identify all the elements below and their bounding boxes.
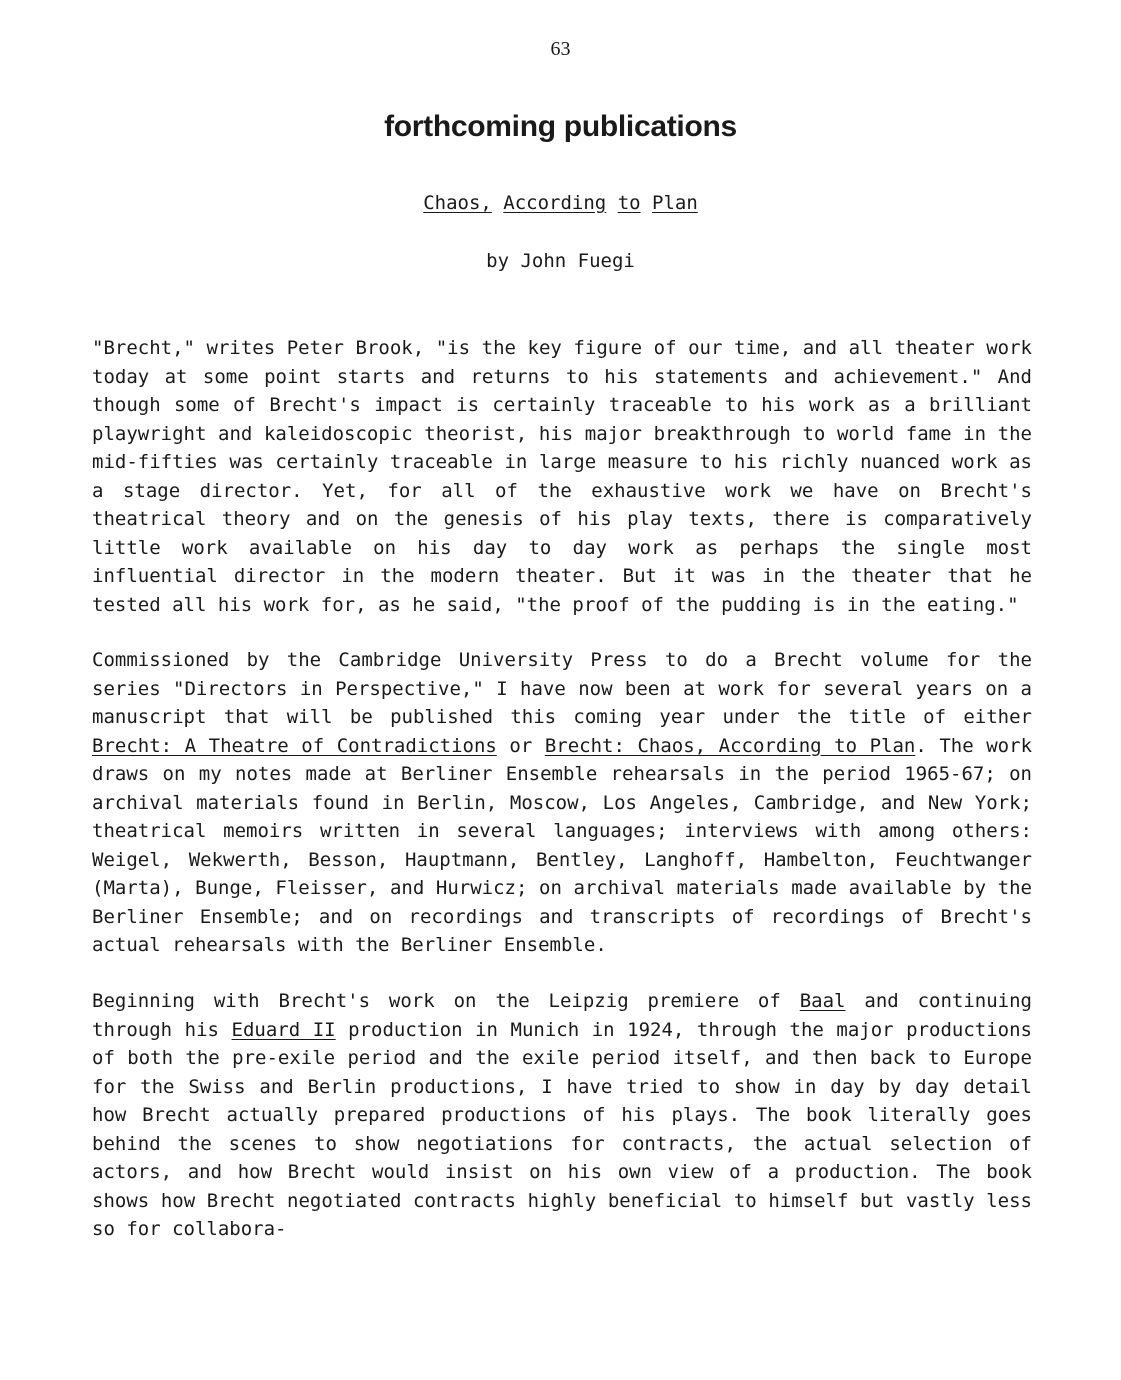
book-title-part: to	[617, 192, 641, 214]
page-number: 63	[550, 38, 571, 60]
book-title-part: According	[503, 192, 607, 214]
byline: by John Fuegi	[486, 250, 635, 272]
title-chaos-according-to-plan: Brecht: Chaos, According to Plan	[544, 734, 916, 757]
paragraph-3	[92, 987, 1032, 1244]
title-baal: Baal	[799, 990, 846, 1012]
title-eduard-ii: Eduard II	[231, 1018, 336, 1041]
paragraph-2-text: Commissioned by the Cambridge University Press to do a Brecht volume for the series "Directors in Perspective," I have now been at work for several years on a manuscript that will be published this coming year under the title of either	[92, 649, 1032, 728]
paragraph-2-text: . The work draws on my notes made at Berliner Ensemble rehearsals in the period 1965-67; on archival materials found in Berlin, Moscow, Los Angeles, Cambridge, and New York; theatrical memoirs written in several languages; interviews with among others: Weigel, Wekwerth, Besson, Hauptmann, Bentley, Langhoff, Hambelton, Feuchtwanger (Marta), Bunge, Fleisser, and Hurwicz; on archival materials made available by the Berliner Ensemble; and on recordings and transcripts of recordings of Brecht's actual rehearsals with the Berliner Ensemble.	[92, 734, 1033, 956]
paragraph-1: "Brecht," writes Peter Brook, "is the key figure of our time, and all theater work today at some point starts and returns to his statements and achievement." And though some of Brecht's impact is certainly traceable to his work as a brilliant playwright and kaleidoscopic theorist, his major breakthrough to world fame in the mid-fifties was certainly traceable in large measure to his richly nuanced work as a stage director. Yet, for all of the exhaustive work we have on Brecht's theatrical theory and on the genesis of his play texts, there is comparatively little work available on his day to day work as perhaps the single most influential director in the modern theater. But it was in the theater that he tested all his work for, as he said, "the proof of the pudding is in the eating."	[92, 337, 1032, 616]
book-title-part: Chaos,	[423, 192, 492, 214]
paragraph-2-text: or	[496, 734, 545, 757]
paragraph-2	[92, 646, 1032, 960]
paragraph-3-text: production in Munich in 1924, through the major productions of both the pre-exile period and the exile period itself, and then back to Europe for the Swiss and Berlin productions, I have tried to show in day by day detail how Brecht actually prepared productions of his plays. The book literally goes behind the scenes to show negotiations for contracts, the actual selection of actors, and how Brecht would insist on his own view of a production. The book shows how Brecht negotiated contracts highly beneficial to himself but vastly less so for collabora-	[92, 1018, 1032, 1240]
paragraph-3-text: Beginning with Brecht's work on the Leipzig premiere of	[92, 990, 800, 1012]
book-title-part: Plan	[652, 192, 698, 214]
title-theatre-of-contradictions: Brecht: A Theatre of Contradictions	[92, 734, 497, 757]
paragraph-3-text: and continuing through his	[92, 990, 1032, 1041]
section-heading: forthcoming publications	[384, 110, 737, 143]
book-title	[0, 192, 1121, 214]
